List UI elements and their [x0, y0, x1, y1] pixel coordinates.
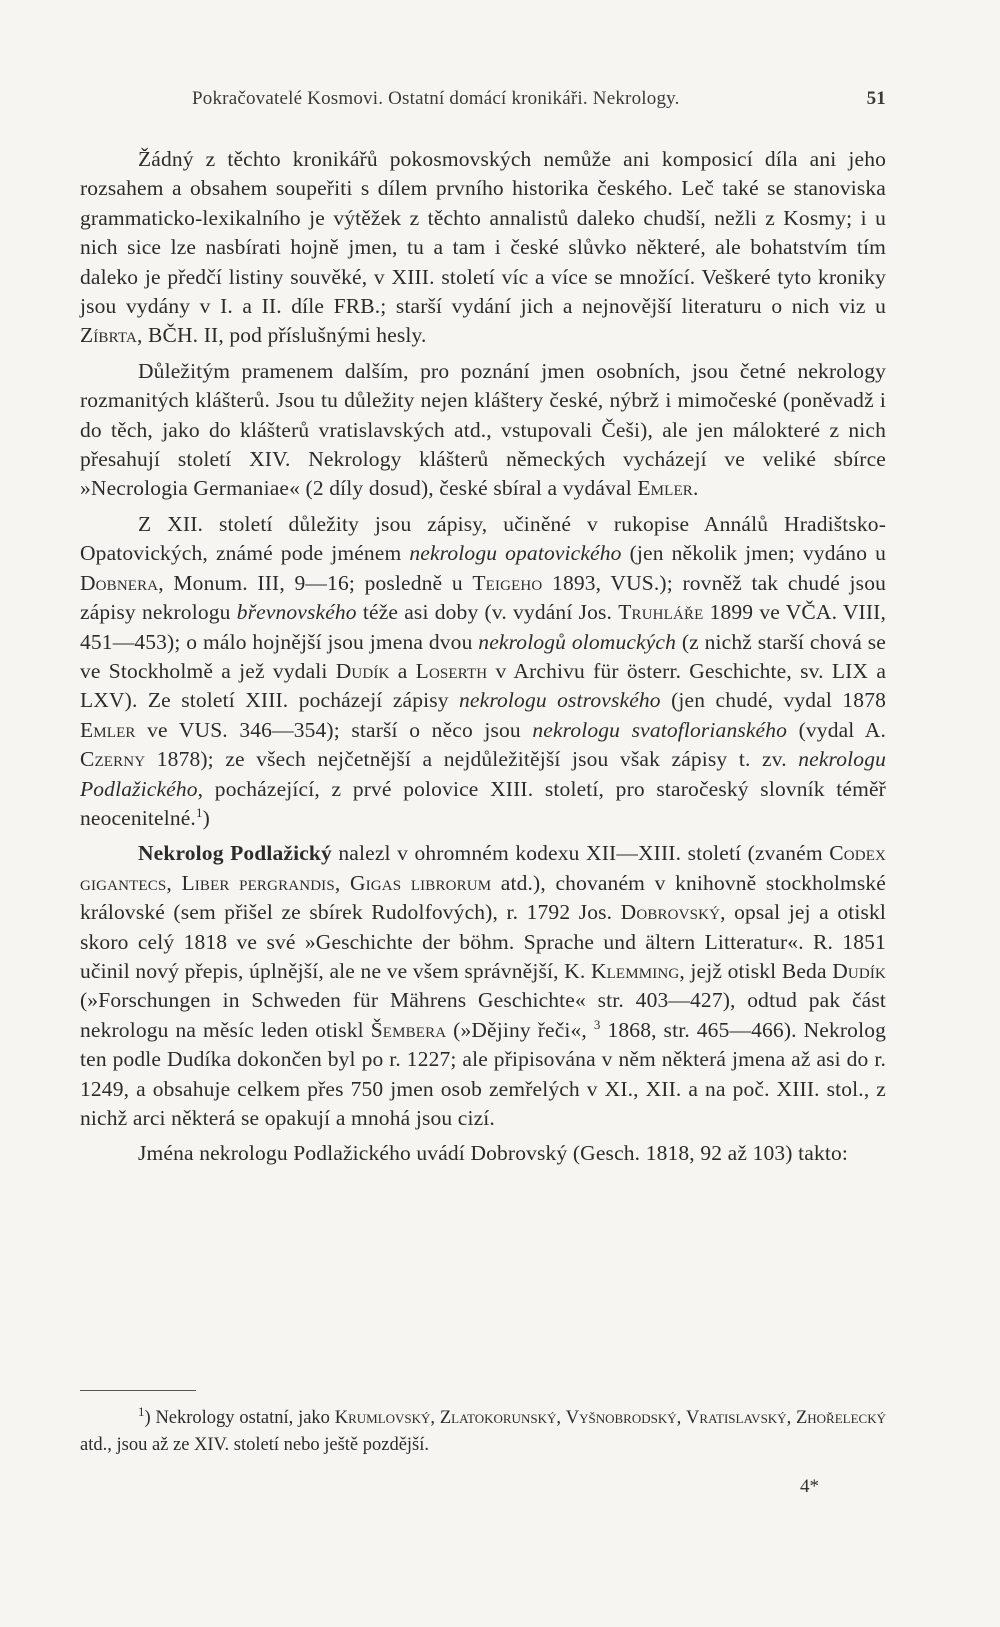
italic-run: nekrologu opatovického — [409, 541, 622, 566]
text-run: téže asi doby (v. vydání Jos. — [356, 600, 619, 625]
small-caps-name: Czerny — [80, 747, 146, 772]
small-caps-name: Codex gigantecs — [80, 841, 886, 895]
text-run: , BČH. II, pod příslušnými hesly. — [136, 323, 427, 348]
italic-run: nekrologů olomuckých — [478, 629, 677, 654]
text-run: , — [786, 1408, 796, 1428]
text-run: (jen několik jmen; vydáno u — [621, 541, 887, 566]
italic-run: břevnovského — [236, 600, 357, 625]
text-run: nalezl v ohromném kodexu XII—XIII. století (zvaném — [331, 841, 830, 866]
text-run: a — [389, 658, 416, 683]
italic-run: nekrologu svatoflorianského — [532, 717, 788, 742]
text-run: , — [166, 870, 182, 895]
text-run: Žádný z těchto kronikářů pokosmovských nemůže ani komposicí díla ani jeho rozsahem a obsahem soupeřiti s dílem prvního historika českého. Leč také se stanoviska grammaticko-lexikalního je výtěžek z těchto annalistů daleko chudší, nežli z Kosmy; i u nich sice lze nasbírati hojně jmen, tu a tam i české slůvko některé, ale bohatstvím tím daleko je předčí listiny souvěké, v XIII. století víc a více se množící. Veškeré tyto kroniky jsou vydány v I. a II. díle FRB.; starší vydání jich a nejnovější literaturu o nich viz u — [80, 147, 886, 319]
superscript: 1 — [195, 804, 203, 820]
text-run: (vydal A. — [787, 717, 886, 742]
text-run: , Monum. III, 9—16; posledně u — [158, 570, 473, 595]
paragraph — [80, 510, 886, 833]
text-run: , — [556, 1408, 566, 1428]
page-number: 51 — [866, 88, 886, 109]
text-run: (jen chudé, vydal 1878 — [660, 688, 886, 713]
text-run: Jména nekrologu Podlažického uvádí Dobrovský (Gesch. 1818, 92 až 103) takto: — [138, 1141, 848, 1166]
small-caps-name: Emler — [80, 717, 136, 742]
text-run: , jejž otiskl Beda — [679, 958, 833, 983]
text-run: (»Forschungen in Schweden für Mährens Geschichte« str. 403—427), odtud pak část nekrologu na měsíc leden otiskl — [80, 988, 886, 1042]
bold-heading-run: Nekrolog Podlažický — [138, 841, 332, 866]
small-caps-name: Dobnera — [80, 570, 159, 595]
footnote — [80, 1405, 886, 1459]
text-run: 1878); ze všech nejčetnější a nejdůležitější jsou však zápisy t. zv. — [145, 747, 799, 772]
small-caps-name: Krumlovský — [334, 1408, 431, 1428]
text-run: ) — [202, 805, 210, 830]
text-run: 1893, VUS.); rovněž tak chudé jsou zápisy nekrologu — [80, 570, 886, 625]
paragraph — [80, 1139, 886, 1168]
text-run: ve VUS. 346—354); starší o něco jsou — [135, 717, 533, 742]
text-run: atd.), chovaném v knihovně stockholmské královské (sem přišel ze sbírek Rudolfových), r. 1792 Jos. — [80, 870, 886, 925]
paragraph — [80, 145, 886, 351]
text-run: atd., jsou až ze XIV. století nebo ještě pozdější. — [80, 1435, 430, 1455]
small-caps-name: Dudík — [335, 658, 390, 683]
text-run: 1899 ve VČA. VIII, 451—453); o málo hojnější jsou jmena dvou — [80, 600, 887, 654]
text-run: Z XII. století důležity jsou zápisy, učiněné v rukopise Annálů Hradištsko-Opatovických, známé pode jménem — [80, 511, 886, 566]
small-caps-name: Zíbrta — [80, 323, 137, 348]
running-title: Pokračovatelé Kosmovi. Ostatní domácí kronikáři. Nekrology. — [192, 88, 680, 109]
small-caps-name: Teigeho — [472, 570, 543, 595]
text-run: , — [676, 1408, 687, 1428]
body-text — [80, 145, 886, 1169]
small-caps-name: Dobrovský — [620, 900, 721, 925]
paragraph — [80, 839, 886, 1133]
superscript: 3 — [593, 1016, 601, 1032]
italic-run: nekrologu ostrovského — [459, 688, 661, 713]
text-run: , pocházející, z prvé polovice XIII. století, pro staročeský slovník téměř neocenitelné. — [80, 776, 886, 830]
text-run: ) Nekrology ostatní, jako — [144, 1408, 335, 1428]
italic-run: nekrologu Podlažického — [80, 747, 886, 801]
paragraph — [80, 357, 886, 504]
small-caps-name: Gigas librorum — [349, 870, 492, 895]
small-caps-name: Šembera — [370, 1017, 447, 1042]
text-run: . — [692, 476, 699, 501]
small-caps-name: Vratislavský — [686, 1408, 787, 1428]
text-run: , opsal jej a otiskl skoro celý 1818 ve své »Geschichte der böhm. Sprache und ältern Litteratur«. R. 1851 učinil nový přepis, úplnější, ale ne ve všem správnější, K. — [80, 900, 887, 983]
small-caps-name: Loserth — [415, 658, 488, 683]
superscript: 1 — [138, 1403, 145, 1419]
text-run: 1868, str. 465—466). Nekrolog ten podle Dudíka dokončen byl po r. 1227; ale připisována v něm některá jmena až asi do r. 1249, a obsahuje celkem přes 750 jmen osob zemřelých v XI., XII. a na poč. XIII. stol., z nichž arci některá se opakují a mnohá jsou cizí. — [80, 1017, 887, 1130]
text-run: (»Dějiny řeči«, — [446, 1017, 594, 1042]
signature-mark: 4* — [800, 1476, 819, 1497]
small-caps-name: Dudík — [832, 958, 886, 983]
text-run: Důležitým pramenem dalším, pro poznání jmen osobních, jsou četné nekrology rozmanitých klášterů. Jsou tu důležity nejen kláštery české, nýbrž i mimočeské (poněvadž i do těch, jako do klášterů vratislavských atd., vstupovali Češi), ale jen málokteré z nich přesahují století XIV. Nekrology klášterů německých vycházejí ve veliké sbírce »Necrologia Germaniae« (2 díly dosud), české sbíral a vydával — [80, 358, 886, 501]
text-run: (z nichž starší chová se ve Stockholmě a jež vydali — [80, 629, 886, 683]
text-run: v Archivu für österr. Geschichte, sv. LIX a LXV). Ze století XIII. pocházejí zápisy — [80, 658, 887, 713]
small-caps-name: Zlatokorunský — [439, 1408, 557, 1428]
small-caps-name: Klemming — [590, 958, 680, 983]
small-caps-name: Vyšnobrodský — [565, 1408, 677, 1428]
text-run: , — [334, 870, 350, 895]
small-caps-name: Truhláře — [618, 600, 704, 625]
footnote-paragraph — [80, 1405, 886, 1459]
footnote-rule — [80, 1390, 196, 1391]
small-caps-name: Zhořelecký — [795, 1408, 887, 1428]
small-caps-name: Liber pergrandis — [181, 870, 335, 895]
small-caps-name: Emler — [637, 476, 693, 501]
text-run: , — [430, 1408, 440, 1428]
